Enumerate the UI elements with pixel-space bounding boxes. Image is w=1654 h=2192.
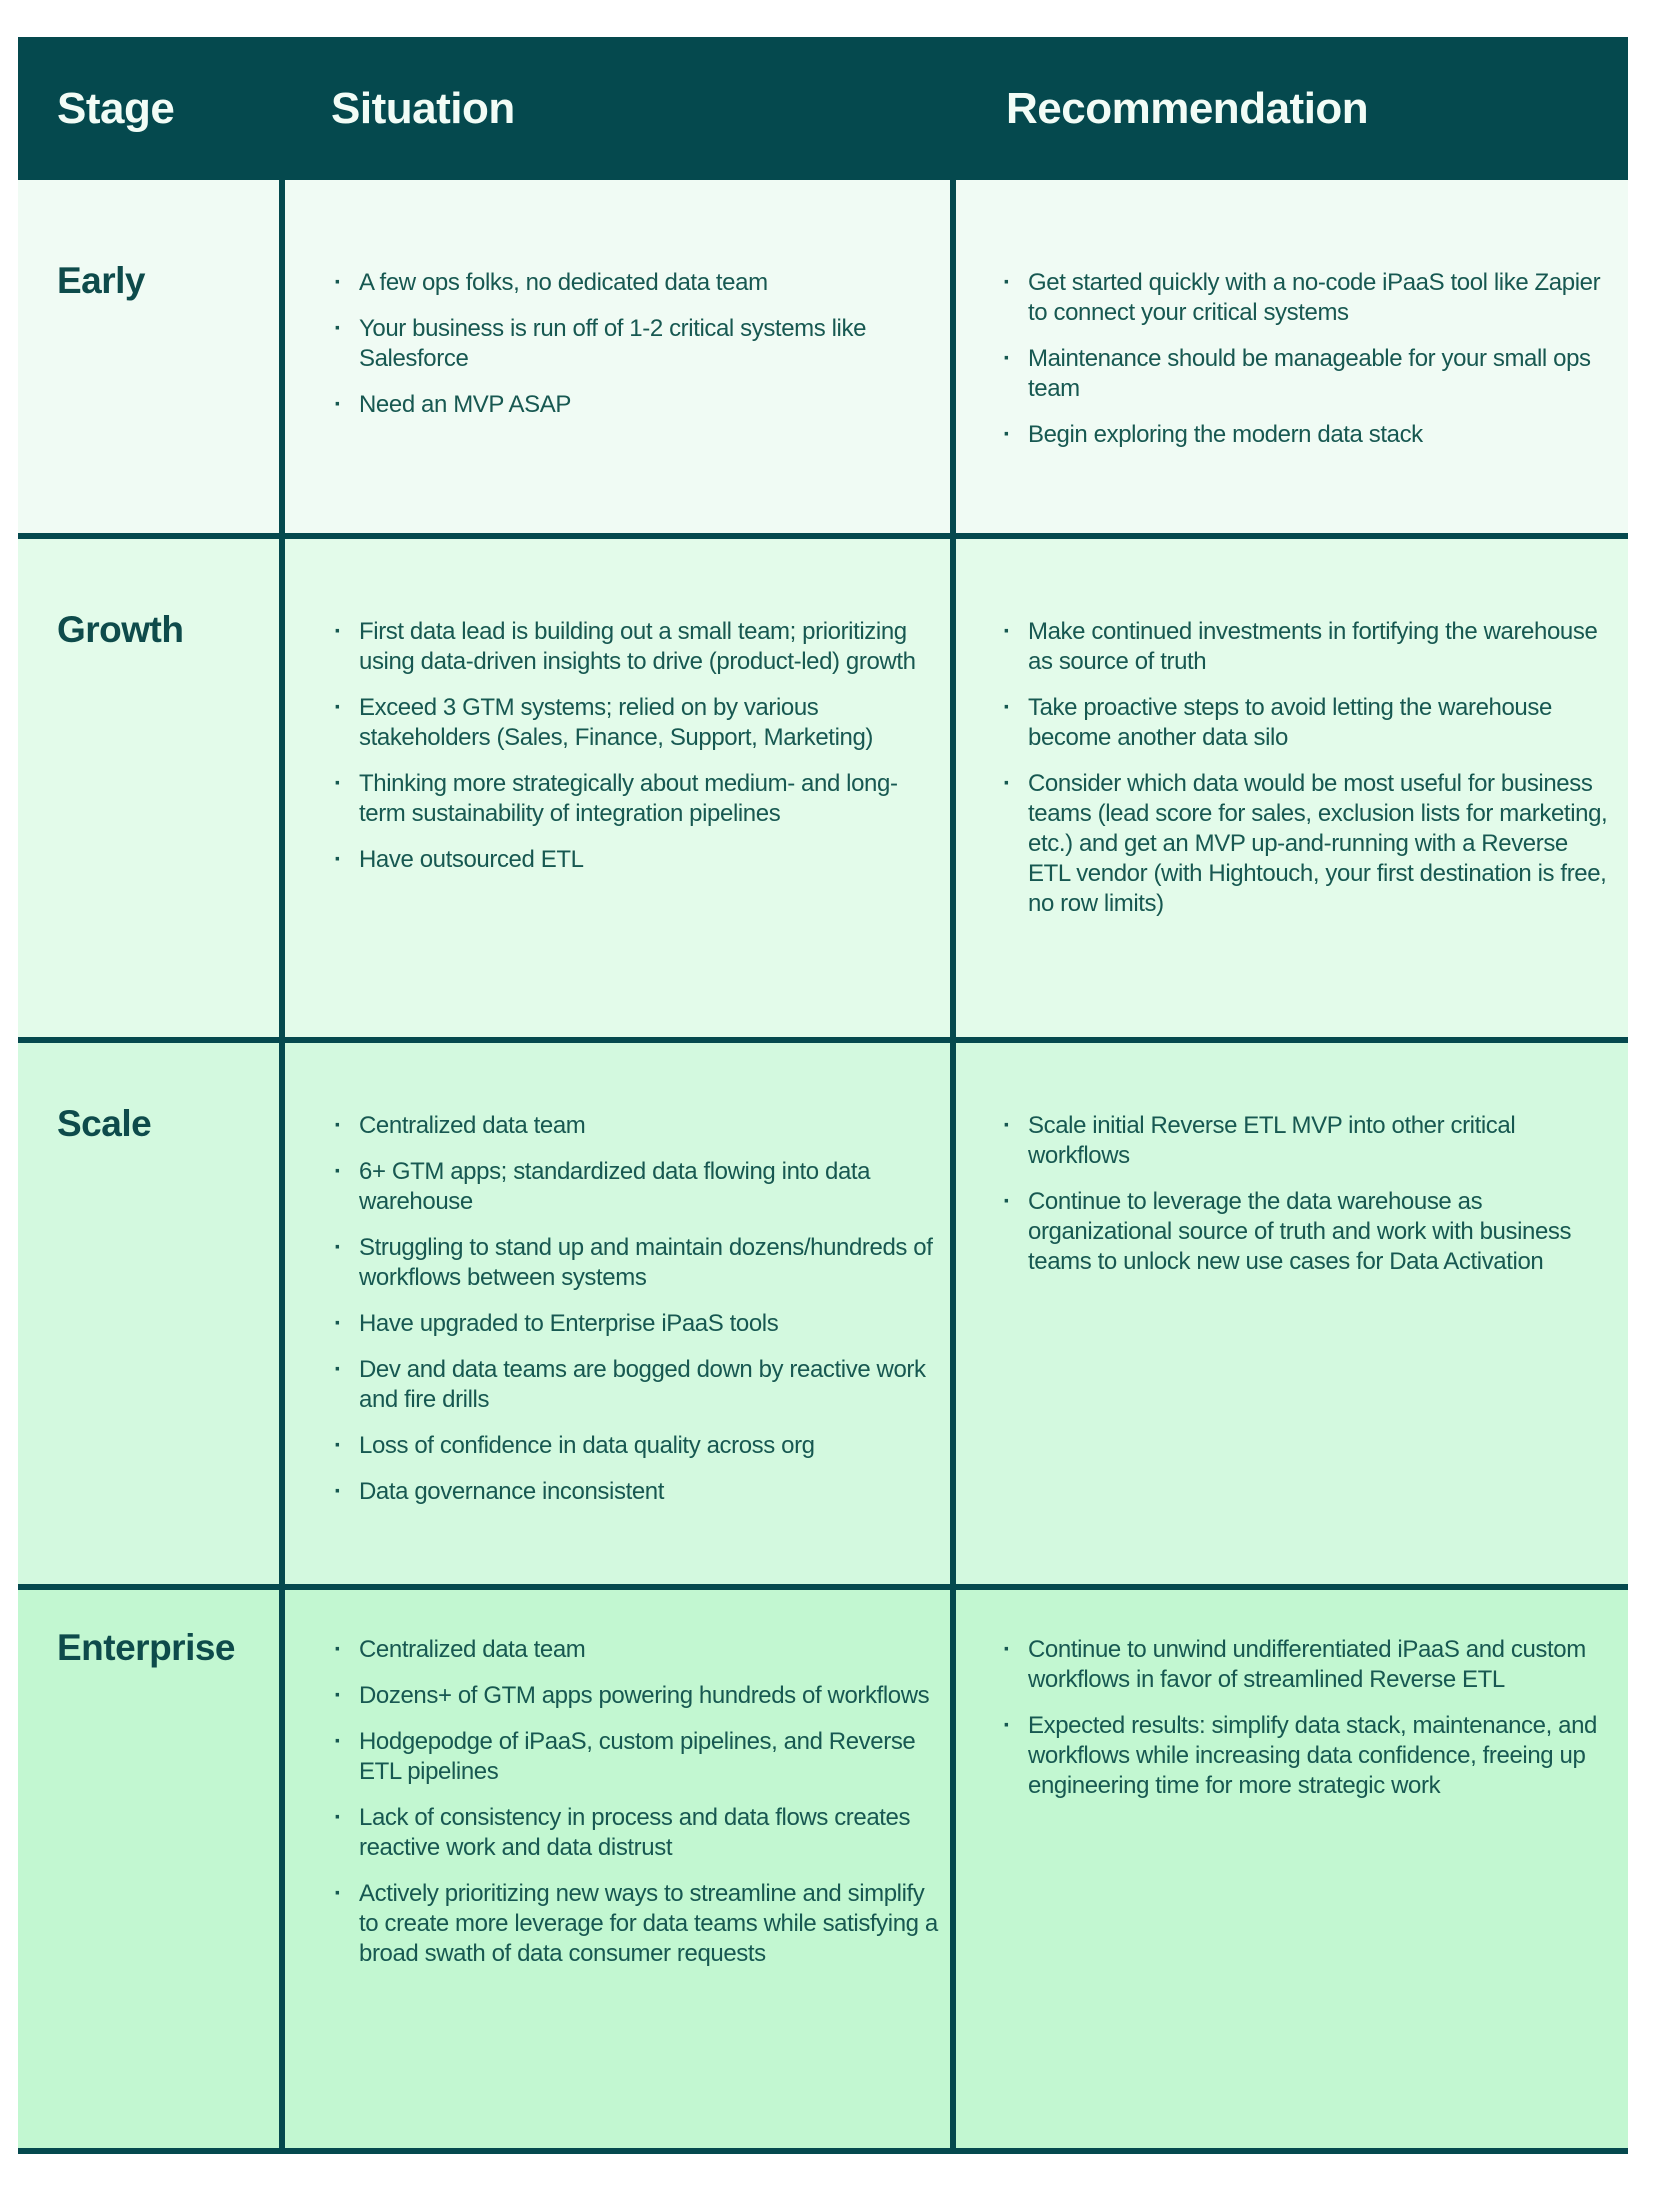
situation-list	[331, 1111, 942, 1507]
bullet-dot-icon: ·	[1003, 1636, 1011, 1663]
bullet-text: Make continued investments in fortifying the warehouse as source of truth	[1028, 618, 1598, 675]
bullet-text: Dozens+ of GTM apps powering hundreds of workflows	[359, 1682, 930, 1709]
bullet-item	[331, 1681, 942, 1711]
bullet-text: Struggling to stand up and maintain dozens/hundreds of workflows between systems	[359, 1234, 933, 1291]
bullet-item	[1000, 769, 1614, 919]
stage-cell	[18, 539, 279, 1037]
stage-label: Growth	[57, 609, 184, 650]
bullet-text: Continue to leverage the data warehouse as organizational source of truth and work with business teams to unlock new use cases for Data Activation	[1028, 1188, 1572, 1275]
bullet-item	[331, 769, 942, 829]
bullet-text: Begin exploring the modern data stack	[1028, 421, 1423, 448]
situation-list	[331, 1635, 942, 1969]
table-row	[18, 533, 1628, 1037]
bullet-text: Have upgraded to Enterprise iPaaS tools	[359, 1310, 779, 1337]
table-bottom-border	[18, 2148, 1628, 2154]
situation-list	[331, 268, 942, 420]
stage-label: Enterprise	[57, 1627, 236, 1668]
bullet-dot-icon: ·	[334, 315, 342, 342]
bullet-item	[1000, 268, 1614, 328]
situation-cell	[285, 180, 950, 533]
bullet-dot-icon: ·	[334, 618, 342, 645]
bullet-dot-icon: ·	[334, 1728, 342, 1755]
bullet-dot-icon: ·	[334, 1234, 342, 1261]
bullet-dot-icon: ·	[1003, 1188, 1011, 1215]
bullet-item	[331, 693, 942, 753]
bullet-dot-icon: ·	[334, 1356, 342, 1383]
situation-list	[331, 617, 942, 875]
bullet-item	[331, 1727, 942, 1787]
bullet-dot-icon: ·	[334, 1310, 342, 1337]
table-row	[18, 1037, 1628, 1584]
recommendation-list	[1000, 1635, 1614, 1801]
bullet-item	[331, 1157, 942, 1217]
bullet-dot-icon: ·	[334, 1682, 342, 1709]
bullet-text: Consider which data would be most useful for business teams (lead score for sales, exclusion lists for marketing, etc.) and get an MVP up-and-running with a Reverse ETL vendor (with Hightouch, your first destination is free, no row limits)	[1028, 770, 1608, 917]
bullet-item	[331, 1111, 942, 1141]
bullet-item	[331, 1355, 942, 1415]
bullet-item	[331, 1233, 942, 1293]
bullet-text: Maintenance should be manageable for your small ops team	[1028, 345, 1591, 402]
bullet-item	[331, 1635, 942, 1665]
bullet-text: Continue to unwind undifferentiated iPaaS and custom workflows in favor of streamlined Reverse ETL	[1028, 1636, 1586, 1693]
bullet-text: Centralized data team	[359, 1636, 586, 1663]
bullet-item	[1000, 420, 1614, 450]
bullet-text: A few ops folks, no dedicated data team	[359, 269, 768, 296]
table-header-row	[18, 37, 1628, 180]
bullet-dot-icon: ·	[1003, 618, 1011, 645]
recommendation-cell	[956, 1590, 1628, 2148]
recommendation-cell	[956, 539, 1628, 1037]
bullet-text: Actively prioritizing new ways to streamline and simplify to create more leverage for data teams while satisfying a broad swath of data consumer requests	[359, 1880, 938, 1967]
table-row	[18, 180, 1628, 533]
bullet-dot-icon: ·	[334, 1112, 342, 1139]
stage-cell	[18, 180, 279, 533]
recommendation-list	[1000, 268, 1614, 450]
bullet-dot-icon: ·	[334, 1636, 342, 1663]
stage-comparison-table	[18, 37, 1628, 2154]
bullet-dot-icon: ·	[334, 1804, 342, 1831]
bullet-text: Thinking more strategically about medium- and long-term sustainability of integration pipelines	[359, 770, 898, 827]
bullet-item	[1000, 617, 1614, 677]
bullet-dot-icon: ·	[1003, 421, 1011, 448]
bullet-dot-icon: ·	[1003, 1112, 1011, 1139]
bullet-text: Exceed 3 GTM systems; relied on by various stakeholders (Sales, Finance, Support, Marketing)	[359, 694, 873, 751]
bullet-text: Take proactive steps to avoid letting the warehouse become another data silo	[1028, 694, 1552, 751]
stage-cell	[18, 1590, 279, 2148]
bullet-dot-icon: ·	[334, 269, 342, 296]
bullet-item	[331, 617, 942, 677]
bullet-item	[1000, 1635, 1614, 1695]
column-header-stage: Stage	[57, 83, 175, 133]
bullet-item	[1000, 1711, 1614, 1801]
table-row	[18, 1584, 1628, 2148]
bullet-text: 6+ GTM apps; standardized data flowing into data warehouse	[359, 1158, 871, 1215]
bullet-item	[331, 1431, 942, 1461]
bullet-item	[331, 390, 942, 420]
bullet-item	[331, 314, 942, 374]
recommendation-list	[1000, 1111, 1614, 1277]
bullet-text: Your business is run off of 1-2 critical systems like Salesforce	[359, 315, 867, 372]
bullet-dot-icon: ·	[334, 846, 342, 873]
recommendation-list	[1000, 617, 1614, 919]
bullet-text: Dev and data teams are bogged down by reactive work and fire drills	[359, 1356, 926, 1413]
column-header-situation: Situation	[331, 83, 515, 133]
bullet-item	[1000, 693, 1614, 753]
bullet-text: Have outsourced ETL	[359, 846, 584, 873]
bullet-dot-icon: ·	[334, 770, 342, 797]
bullet-item	[331, 1477, 942, 1507]
bullet-dot-icon: ·	[1003, 269, 1011, 296]
bullet-dot-icon: ·	[1003, 770, 1011, 797]
bullet-dot-icon: ·	[1003, 345, 1011, 372]
bullet-dot-icon: ·	[334, 694, 342, 721]
bullet-text: Need an MVP ASAP	[359, 391, 571, 418]
bullet-dot-icon: ·	[334, 391, 342, 418]
bullet-text: Expected results: simplify data stack, maintenance, and workflows while increasing data confidence, freeing up engineering time for more strategic work	[1028, 1712, 1597, 1799]
bullet-item	[331, 1803, 942, 1863]
stage-label: Early	[57, 260, 146, 301]
bullet-dot-icon: ·	[334, 1432, 342, 1459]
bullet-dot-icon: ·	[334, 1880, 342, 1907]
situation-cell	[285, 1590, 950, 2148]
bullet-dot-icon: ·	[334, 1478, 342, 1505]
bullet-item	[1000, 344, 1614, 404]
situation-cell	[285, 539, 950, 1037]
bullet-dot-icon: ·	[1003, 1712, 1011, 1739]
recommendation-cell	[956, 1043, 1628, 1584]
bullet-item	[1000, 1111, 1614, 1171]
bullet-text: Get started quickly with a no-code iPaaS tool like Zapier to connect your critical systems	[1028, 269, 1601, 326]
bullet-text: Hodgepodge of iPaaS, custom pipelines, and Reverse ETL pipelines	[359, 1728, 916, 1785]
bullet-dot-icon: ·	[334, 1158, 342, 1185]
bullet-item	[331, 845, 942, 875]
bullet-item	[331, 1309, 942, 1339]
table-body	[18, 180, 1628, 2148]
stage-label: Scale	[57, 1103, 152, 1144]
bullet-text: First data lead is building out a small team; prioritizing using data-driven insights to drive (product-led) growth	[359, 618, 916, 675]
bullet-item	[331, 1879, 942, 1969]
bullet-item	[1000, 1187, 1614, 1277]
column-header-recommendation: Recommendation	[1006, 83, 1369, 133]
bullet-text: Centralized data team	[359, 1112, 586, 1139]
bullet-item	[331, 268, 942, 298]
bullet-text: Scale initial Reverse ETL MVP into other critical workflows	[1028, 1112, 1516, 1169]
stage-cell	[18, 1043, 279, 1584]
bullet-text: Lack of consistency in process and data flows creates reactive work and data distrust	[359, 1804, 911, 1861]
bullet-text: Loss of confidence in data quality across org	[359, 1432, 815, 1459]
recommendation-cell	[956, 180, 1628, 533]
situation-cell	[285, 1043, 950, 1584]
bullet-dot-icon: ·	[1003, 694, 1011, 721]
bullet-text: Data governance inconsistent	[359, 1478, 664, 1505]
